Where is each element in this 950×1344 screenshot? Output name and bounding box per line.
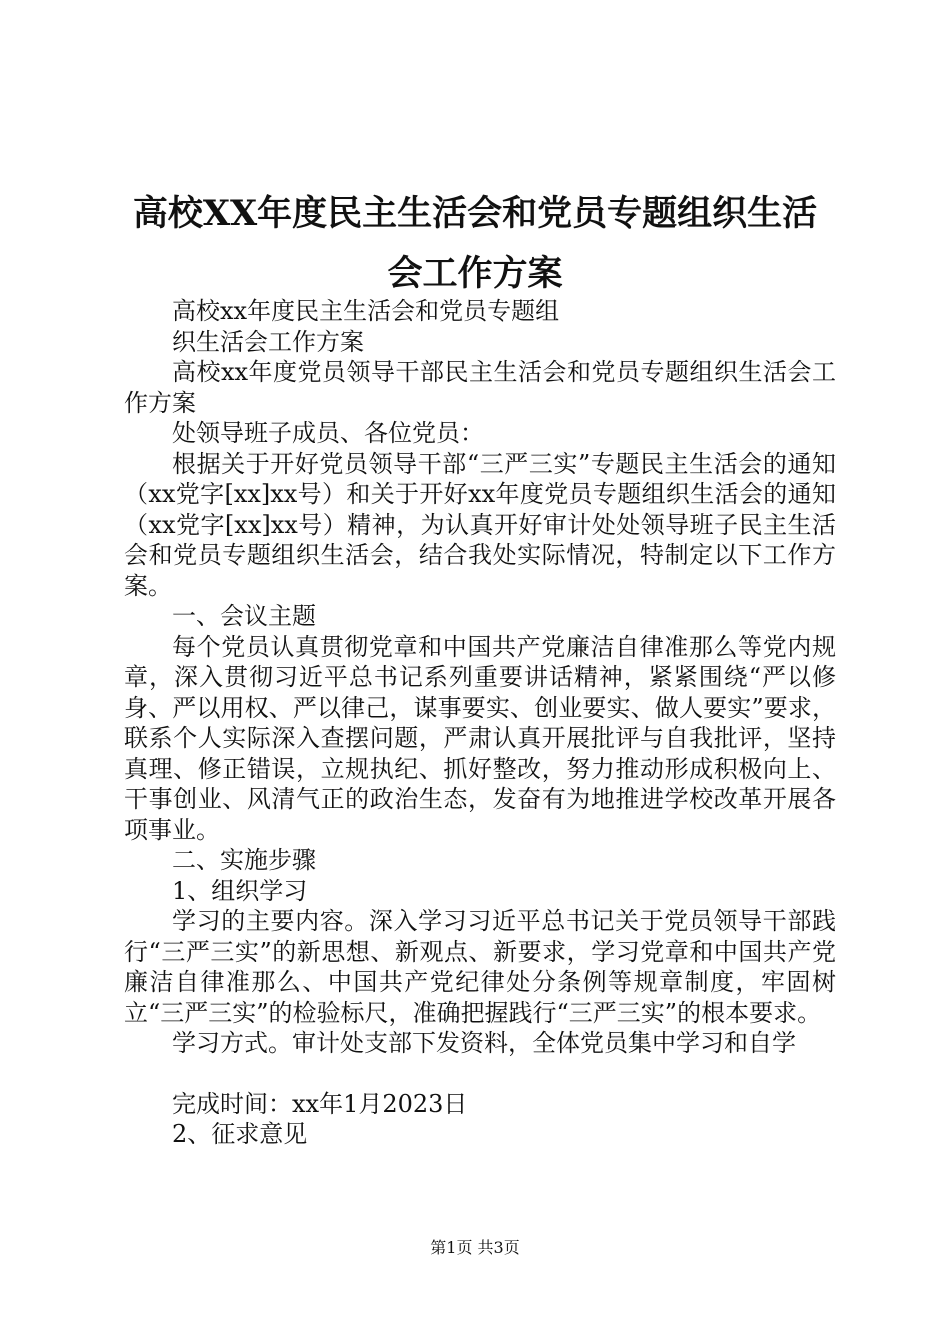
document-body	[124, 296, 836, 1150]
subsection-heading: 2、征求意见	[172, 1120, 308, 1148]
paragraph: 根据关于开好党员领导干部“三严三实”专题民主生活会的通知（xx党字[xx]xx号）和关于开好xx年度党员专题组织生活会的通知（xx党字[xx]xx号）精神，为认真开好审计处处领导班子民主生活会和党员专题组织生活会，结合我处实际情况，特制定以下工作方案。	[124, 449, 836, 600]
paragraph: 学习的主要内容。深入学习习近平总书记关于党员领导干部践行“三严三实”的新思想、新观点、新要求，学习党章和中国共产党廉洁自律准那么、中国共产党纪律处分条例等规章制度，牢固树立“三严三实”的检验标尺，准确把握践行“三严三实”的根本要求。	[124, 907, 836, 1027]
paragraph: 每个党员认真贯彻党章和中国共产党廉洁自律准那么等党内规章，深入贯彻习近平总书记系列重要讲话精神，紧紧围绕“严以修身、严以用权、严以律己，谋事要实、创业要实、做人要实”要求，联系个人实际深入查摆问题，严肃认真开展批评与自我批评，坚持真理、修正错误，立规执纪、抓好整改，努力推动形成积极向上、干事创业、风清气正的政治生态，发奋有为地推进学校改革开展各项事业。	[124, 632, 836, 844]
document-title: 高校XX年度民主生活会和党员专题组织生活会工作方案	[132, 193, 818, 294]
page-number: 第1页 共3页	[430, 1238, 520, 1257]
paragraph: 完成时间：xx年1月2023日	[172, 1089, 468, 1118]
section-heading: 二、实施步骤	[172, 846, 316, 874]
section-heading: 一、会议主题	[172, 602, 316, 630]
subsection-heading: 1、组织学习	[172, 876, 308, 905]
paragraph: 高校xx年度党员领导干部民主生活会和党员专题组织生活会工作方案	[124, 358, 836, 417]
paragraph: 织生活会工作方案	[172, 327, 364, 356]
paragraph: 处领导班子成员、各位党员：	[172, 419, 484, 447]
paragraph: 高校xx年度民主生活会和党员专题组	[172, 297, 560, 325]
paragraph: 学习方式。审计处支部下发资料，全体党员集中学习和自学	[172, 1029, 796, 1057]
